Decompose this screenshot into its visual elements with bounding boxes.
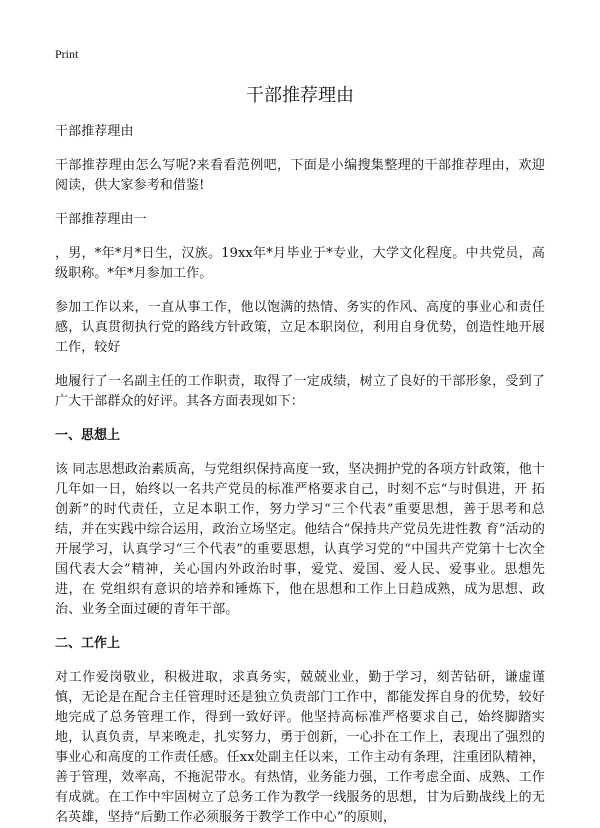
body-paragraph: 干部推荐理由怎么写呢?来看看范例吧，下面是小编搜集整理的干部推荐理由，欢迎阅读，供大家参考和借鉴! — [55, 158, 545, 193]
body-paragraph: 干部推荐理由 — [55, 124, 134, 139]
body-paragraph: 该 同志思想政治素质高，与党组织保持高度一致，坚决拥护党的各项方针政策，他十几年如一日，始终以一名共产党员的标准严格要求自己，时刻不忘“与时俱进，开 拓创新”的时代责任，立足本职工作，努力学习“三个代表”重要思想，善于思考和总结，并在实践中综合运用，政治立场坚定。他结合“保持共产党员先进性教 育”活动的开展学习，认真学习“三个代表”的重要思想，认真学习党的“中国共产党第十七次全国代表大会”精神，关心国内外政治时事，爱党、爱国、爱人民、爱事业。思想先进，在 党组织有意识的培养和锤炼下，他在思想和工作上日趋成熟，成为思想、政治、业务全面过硬的青年干部。 — [55, 462, 545, 617]
body-paragraph: 参加工作以来，一直从事工作，他以饱满的热情、务实的作风、高度的事业心和责任感，认真贯彻执行党的路线方针政策，立足本职岗位，利用自身优势，创造性地开展工作，较好 — [55, 300, 545, 355]
print-label: Print — [55, 47, 79, 61]
section-heading-work: 二、工作上 — [55, 636, 121, 651]
section-heading-thought: 一、思想上 — [55, 428, 121, 443]
section-subtitle: 干部推荐理由一 — [55, 212, 147, 227]
body-paragraph: ，男，*年*月*日生，汉族。19xx年*月毕业于*专业，大学文化程度。中共党员，高级职称。*年*月参加工作。 — [55, 246, 545, 281]
body-paragraph: 地履行了一名副主任的工作职责，取得了一定成绩，树立了良好的干部形象，受到了广大干部群众的好评。其各方面表现如下： — [55, 374, 545, 409]
document-title: 干部推荐理由 — [246, 85, 354, 106]
body-paragraph: 对工作爱岗敬业，积极进取，求真务实，兢兢业业，勤于学习，刻苦钻研，谦虚谨慎，无论是在配合主任管理时还是独立负责部门工作中，都能发挥自身的优势，较好地完成了总务管理工作，得到一致好评。他坚持高标准严格要求自己，始终脚踏实地，认真负责，早来晚走，扎实努力，勇于创新，一心扑在工作上，表现出了强烈的事业心和高度的工作责任感。任xx处副主任以来，工作主动有条理，注重团队精神，善于管理，效率高，不拖泥带水。有热情，业务能力强，工作考虑全面、成熟、工作有成就。在工作中牢固树立了总务工作为教学一线服务的思想，甘为后勤战线上的无名英雄，坚持“后勤工作必须服务于教学工作中心”的原则， — [55, 670, 545, 825]
